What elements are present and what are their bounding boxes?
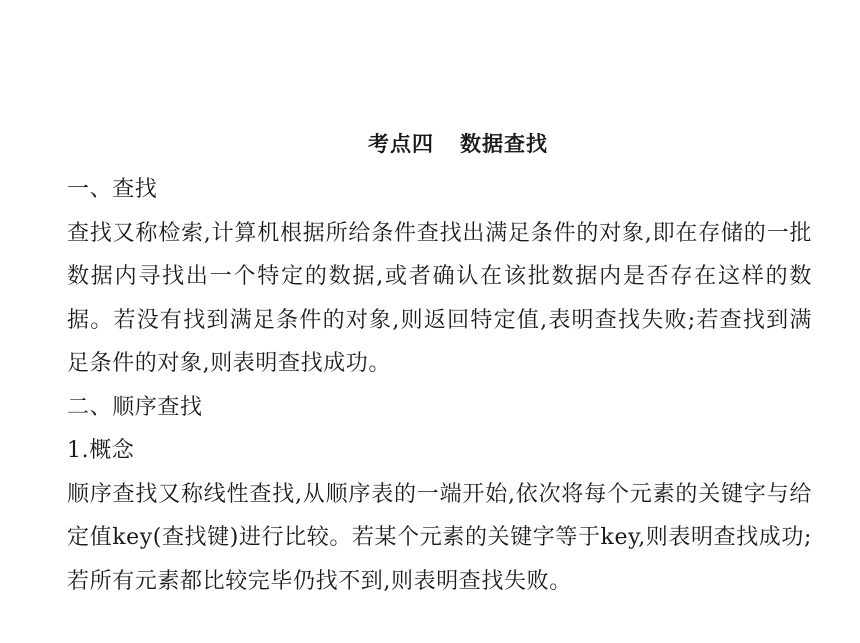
heading-sequential-search: 二、顺序查找 xyxy=(67,394,203,420)
section-title xyxy=(0,128,860,160)
heading-concept: 1.概念 xyxy=(67,438,135,463)
section-title-number: 考点四 xyxy=(368,132,434,156)
paragraph-sequential-definition: 顺序查找又称线性查找,从顺序表的一端开始,依次将每个元素的关键字与给定值key(查找键)进行比较。若某个元素的关键字等于key,则表明查找成功;若所有元素都比较完毕仍找不到,则表明查找失败。 xyxy=(67,481,813,594)
paragraph-search-definition: 查找又称检索,计算机根据所给条件查找出满足条件的对象,即在存储的一批数据内寻找出一个特定的数据,或者确认在该批数据内是否存在这样的数据。若没有找到满足条件的对象,则返回特定值,表明查找失败;若查找到满足条件的对象,则表明查找成功。 xyxy=(67,220,812,376)
section-title-topic: 数据查找 xyxy=(460,132,548,156)
content-body xyxy=(67,168,812,603)
heading-search: 一、查找 xyxy=(67,177,158,202)
